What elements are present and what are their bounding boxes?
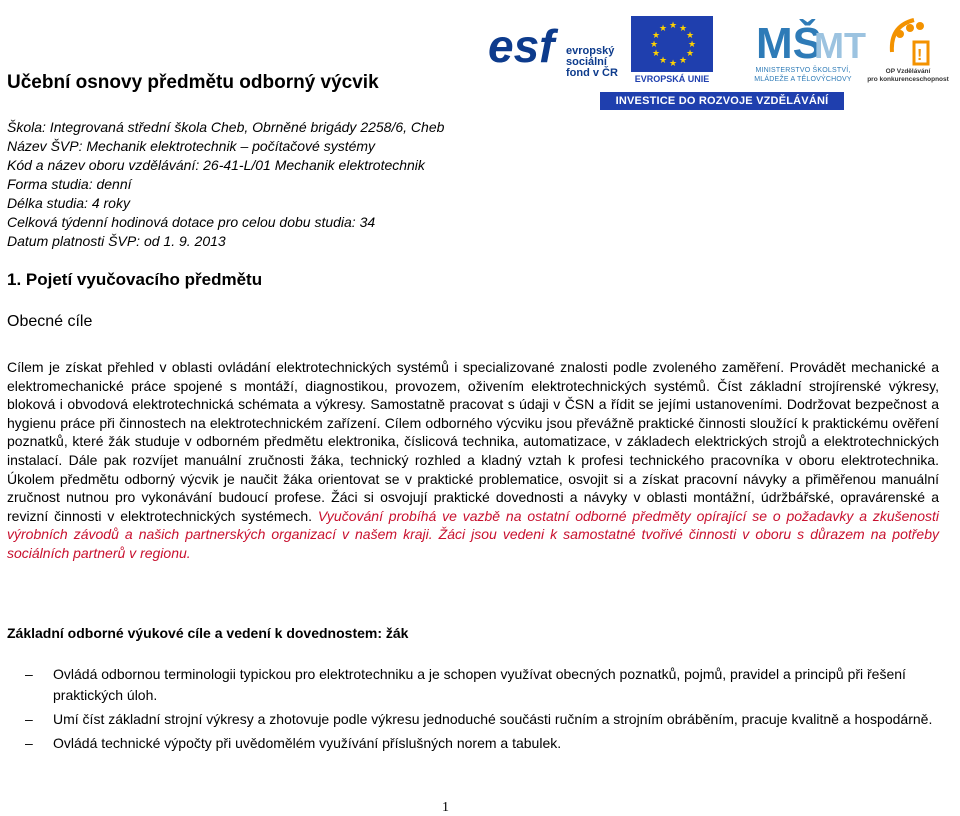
svg-text:★: ★	[652, 31, 661, 41]
esf-logo-icon	[486, 18, 564, 72]
paragraph-highlight-text: Vyučování probíhá ve vazbě na ostatní odborné předměty opírající se o požadavky a zkušenosti výrobních závodů a našich partnerských organizací v našem kraji. Žáci jsou vedeni k samostatné tvořivé činnosti v oboru s důrazem na potřeby sociálních partnerů v regionu.	[7, 507, 939, 561]
meta-svp-name: Název ŠVP: Mechanik elektrotechnik – počítačové systémy	[7, 138, 376, 154]
eu-flag-icon	[631, 16, 713, 72]
svg-text:MŠ: MŠ	[756, 19, 822, 68]
goal-text: Ovládá odbornou terminologii typickou pro elektrotechniku a je schopen využívat obecných poznatků, pojmů, pravidel a principů při řešení praktických úloh.	[53, 666, 906, 703]
msmt-caption-line-2: MLÁDEŽE A TĚLOVÝCHOVY	[754, 76, 852, 83]
meta-study-length: Délka studia: 4 roky	[7, 195, 130, 211]
eu-stars-icon	[631, 16, 713, 72]
meta-field-code: Kód a název oboru vzdělávání: 26-41-L/01 Mechanik elektrotechnik	[7, 157, 425, 173]
svg-text:!: !	[917, 47, 923, 64]
goals-list	[7, 664, 939, 757]
svg-text:★: ★	[659, 56, 668, 66]
subsection-heading: Obecné cíle	[7, 313, 93, 330]
list-item	[7, 709, 939, 730]
svg-text:★: ★	[679, 56, 688, 66]
meta-valid-from: Datum platnosti ŠVP: od 1. 9. 2013	[7, 233, 226, 249]
svg-text:★: ★	[688, 40, 697, 50]
svg-text:★: ★	[652, 49, 661, 59]
general-goals-paragraph	[7, 358, 939, 563]
svg-text:★: ★	[659, 24, 668, 34]
document-title: Učební osnovy předmětu odborný výcvik	[7, 72, 379, 93]
dash-bullet-icon: –	[25, 711, 33, 727]
meta-study-form: Forma studia: denní	[7, 176, 132, 192]
msmt-logo-icon	[750, 12, 866, 68]
msmt-caption	[748, 66, 858, 84]
eu-label: EVROPSKÁ UNIE	[634, 74, 710, 84]
page-number: 1	[442, 800, 449, 815]
op-caption	[860, 68, 956, 84]
op-caption-line-2: pro konkurenceschopnost	[867, 76, 949, 83]
goal-text: Ovládá technické výpočty při uvědomělém využívání příslušných norem a tabulek.	[53, 735, 562, 751]
esf-caption-line-1: evropský	[566, 45, 615, 57]
dash-bullet-icon: –	[25, 666, 33, 682]
svg-text:★: ★	[686, 49, 695, 59]
svg-text:★: ★	[686, 31, 695, 41]
goal-text: Umí číst základní strojní výkresy a zhotovuje podle výkresu jednoduché součásti ručním a strojním obráběním, pracuje kvalitně a hospodárně.	[53, 711, 933, 727]
paragraph-main-text: Cílem je získat přehled v oblasti ovládání elektrotechnických systémů i specializované znalosti podle zvoleného zaměření. Provádět mechanické a elektromechanické práce spojené s montáží, diagnostikou, provozem, oživením elektrotechnických systémů. Číst základní strojírenské výkresy, bloková i obvodová elektrotechnická schémata a výkresy. Samostatně pracovat s údaji v ČSN a řídit se jejími ustanoveními. Dodržovat bezpečnost a hygienu práce při činnostech na elektrotechnickém zařízení. Cílem odborného výcviku jsou převážně praktické činnosti sloužící k praktickému ověření poznatků, které žák studuje v odborném předmětu elektronika, číslicová technika, automatizace, v základech elektrických strojů a elektrotechnických instalací. Dále pak rozvíjet manuální zručnosti žáka, technický rozhled a kladný vztah k profesi technického pracovníka v oboru elektrotechnika. Úkolem předmětu odborný výcvik je naučit žáka orientovat se v praktické problematice, osvojit si a získat pracovní návyky a přiměřenou manuální zručnost nutnou pro vykonávání budoucí profese. Žáci si osvojují praktické dovednosti a návyky v oblasti montážní, údržbářské, opravárenské a revizní činnosti v elektrotechnických systémech.	[7, 359, 939, 524]
dash-bullet-icon: –	[25, 735, 33, 751]
investice-banner: INVESTICE DO ROZVOJE VZDĚLÁVÁNÍ	[600, 92, 844, 110]
meta-weekly-hours: Celková týdenní hodinová dotace pro celou dobu studia: 34	[7, 214, 376, 230]
svg-text:★: ★	[669, 21, 678, 31]
svg-text:★: ★	[679, 24, 688, 34]
list-item	[7, 733, 939, 754]
esf-caption	[566, 46, 618, 79]
logo-strip	[486, 8, 956, 110]
document-meta	[7, 118, 444, 251]
goals-heading: Základní odborné výukové cíle a vedení k dovednostem: žák	[7, 625, 409, 641]
msmt-caption-line-1: MINISTERSTVO ŠKOLSTVÍ,	[755, 67, 851, 74]
list-item	[7, 664, 939, 706]
esf-caption-line-3: fond v ČR	[566, 67, 618, 79]
meta-school: Škola: Integrovaná střední škola Cheb, Obrněné brigády 2258/6, Cheb	[7, 119, 445, 135]
svg-text:MT: MT	[814, 25, 866, 66]
svg-text:★: ★	[650, 40, 659, 50]
op-caption-line-1: OP Vzdělávání	[885, 68, 931, 75]
svg-text:★: ★	[669, 59, 678, 69]
section-heading: 1. Pojetí vyučovacího předmětu	[7, 270, 263, 289]
op-vk-logo-icon	[870, 12, 950, 68]
svg-text:esf: esf	[488, 20, 555, 72]
esf-caption-line-2: sociální	[566, 56, 607, 68]
